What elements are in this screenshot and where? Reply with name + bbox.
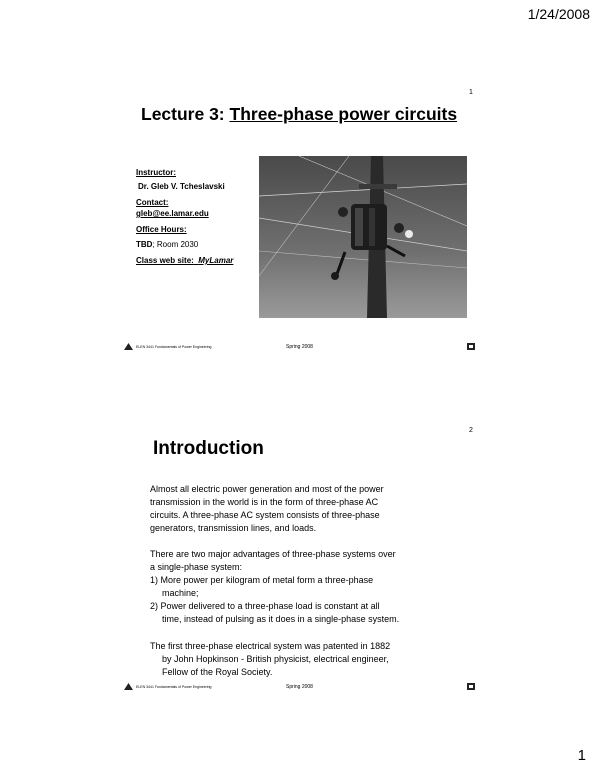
title-prefix: Lecture 3: [141, 104, 230, 124]
list-item-1: 1) More power per kilogram of metal form a three-phase [150, 575, 374, 585]
office-hours-tbd: TBD [136, 240, 153, 249]
slide-2-number: 2 [469, 427, 473, 434]
paragraph-2-line: There are two major advantages of three-phase systems over [150, 549, 396, 559]
instructor-label: Instructor: [136, 168, 176, 177]
slide-2-nav-icon[interactable] [467, 683, 475, 690]
slide-2-title: Introduction [153, 438, 264, 459]
office-hours-value [136, 240, 198, 249]
slide-2-footer-course: ELEN 3441 Fundamentals of Power Engineering [136, 685, 212, 689]
paragraph-1-line: transmission in the world is in the form of three-phase AC [150, 497, 379, 507]
university-logo-icon [124, 683, 133, 690]
utility-pole-photo [259, 156, 467, 318]
paragraph-2-line: a single-phase system: [150, 562, 243, 572]
class-website-label: Class web site: [136, 256, 194, 265]
title-underlined: Three-phase power circuits [229, 104, 458, 124]
contact-email[interactable]: gleb@ee.lamar.edu [136, 209, 209, 218]
page-date: 1/24/2008 [527, 6, 590, 22]
paragraph-3 [150, 640, 450, 679]
list-item-2-cont: time, instead of pulsing as it does in a single-phase system. [162, 614, 400, 624]
slide-1-footer-term: Spring 2008 [286, 344, 313, 350]
office-hours-room: ; Room 2030 [152, 240, 199, 249]
contact-label: Contact: [136, 198, 169, 207]
instructor-name: Dr. Gleb V. Tcheslavski [138, 182, 225, 191]
paragraph-1-line: generators, transmission lines, and loads. [150, 523, 317, 533]
paragraph-3-line: by John Hopkinson - British physicist, electrical engineer, [162, 654, 389, 664]
office-hours-label: Office Hours: [136, 225, 187, 234]
class-website [136, 256, 233, 265]
slide-1-title [141, 104, 457, 125]
slide-1-nav-icon[interactable] [467, 343, 475, 350]
paragraph-1-line: circuits. A three-phase AC system consists of three-phase [150, 510, 380, 520]
slide-1-number: 1 [469, 89, 473, 96]
page-number: 1 [577, 747, 586, 764]
university-logo-icon [124, 343, 133, 350]
class-website-value[interactable]: MyLamar [198, 256, 234, 265]
list-item-1-cont: machine; [162, 588, 199, 598]
paragraph-1 [150, 483, 450, 535]
paragraph-3-line: Fellow of the Royal Society. [162, 667, 273, 677]
paragraph-1-line: Almost all electric power generation and most of the power [150, 484, 384, 494]
slide-2-footer-term: Spring 2008 [286, 684, 313, 690]
paragraph-3-line: The first three-phase electrical system was patented in 1882 [150, 641, 391, 651]
slide-1-footer-course: ELEN 3441 Fundamentals of Power Engineering [136, 345, 212, 349]
list-item-2: 2) Power delivered to a three-phase load is constant at all [150, 601, 380, 611]
paragraph-2 [150, 548, 450, 626]
